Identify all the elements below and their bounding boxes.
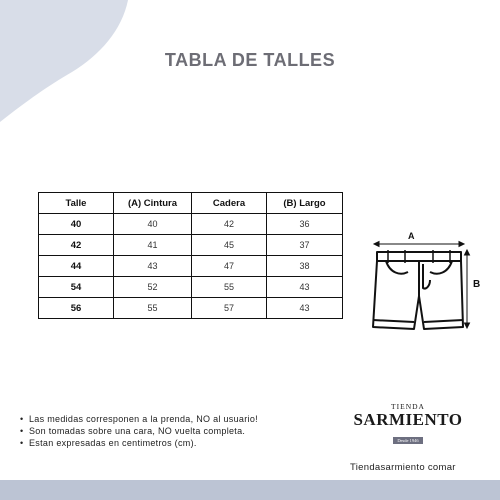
largo-cell: 37: [267, 235, 343, 256]
note-text: Las medidas corresponen a la prenda, NO al usuario!: [29, 414, 258, 424]
talle-cell: 54: [39, 277, 114, 298]
column-header-largo: (B) Largo: [267, 193, 343, 214]
brand-tagline: Desde 1946: [393, 437, 422, 444]
measure-b-line: [465, 250, 470, 328]
shorts-outline: [373, 252, 463, 329]
website-text: Tiendasarmiento comar: [350, 462, 456, 473]
shorts-diagram-icon: [360, 228, 490, 338]
column-header-talle: Talle: [39, 193, 114, 214]
list-item: [20, 437, 258, 449]
measure-b-label: B: [473, 279, 481, 290]
brand-top-text: TIENDA: [391, 402, 425, 411]
column-header-cadera: Cadera: [192, 193, 267, 214]
cadera-cell: 57: [192, 298, 267, 319]
footer-bar: [0, 480, 500, 500]
column-header-cintura: (A) Cintura: [114, 193, 192, 214]
notes-list: [20, 413, 258, 449]
bullet-icon: •: [20, 426, 24, 436]
cadera-cell: 45: [192, 235, 267, 256]
table-row: [39, 298, 343, 319]
table-row: [39, 235, 343, 256]
bullet-icon: •: [20, 438, 24, 448]
page-title: TABLA DE TALLES: [164, 50, 336, 70]
table-row: [39, 214, 343, 235]
talle-cell: 56: [39, 298, 114, 319]
cintura-cell: 52: [114, 277, 192, 298]
cadera-cell: 55: [192, 277, 267, 298]
table-row: [39, 256, 343, 277]
table-header-row: [39, 193, 343, 214]
talle-cell: 44: [39, 256, 114, 277]
list-item: [20, 413, 258, 425]
brand-name: SARMIENTO: [353, 410, 463, 429]
cintura-cell: 55: [114, 298, 192, 319]
note-text: Estan expresadas en centimetros (cm).: [29, 438, 197, 448]
list-item: [20, 425, 258, 437]
measure-a-line: [374, 242, 464, 247]
largo-cell: 36: [267, 214, 343, 235]
measure-a-label: A: [408, 231, 415, 241]
note-text: Son tomadas sobre una cara, NO vuelta completa.: [29, 426, 246, 436]
size-table: [38, 192, 343, 319]
brand-logo: [346, 402, 470, 447]
largo-cell: 43: [267, 277, 343, 298]
table-row: [39, 277, 343, 298]
bullet-icon: •: [20, 414, 24, 424]
largo-cell: 43: [267, 298, 343, 319]
cintura-cell: 40: [114, 214, 192, 235]
talle-cell: 40: [39, 214, 114, 235]
cadera-cell: 42: [192, 214, 267, 235]
cintura-cell: 43: [114, 256, 192, 277]
cadera-cell: 47: [192, 256, 267, 277]
cintura-cell: 41: [114, 235, 192, 256]
talle-cell: 42: [39, 235, 114, 256]
largo-cell: 38: [267, 256, 343, 277]
